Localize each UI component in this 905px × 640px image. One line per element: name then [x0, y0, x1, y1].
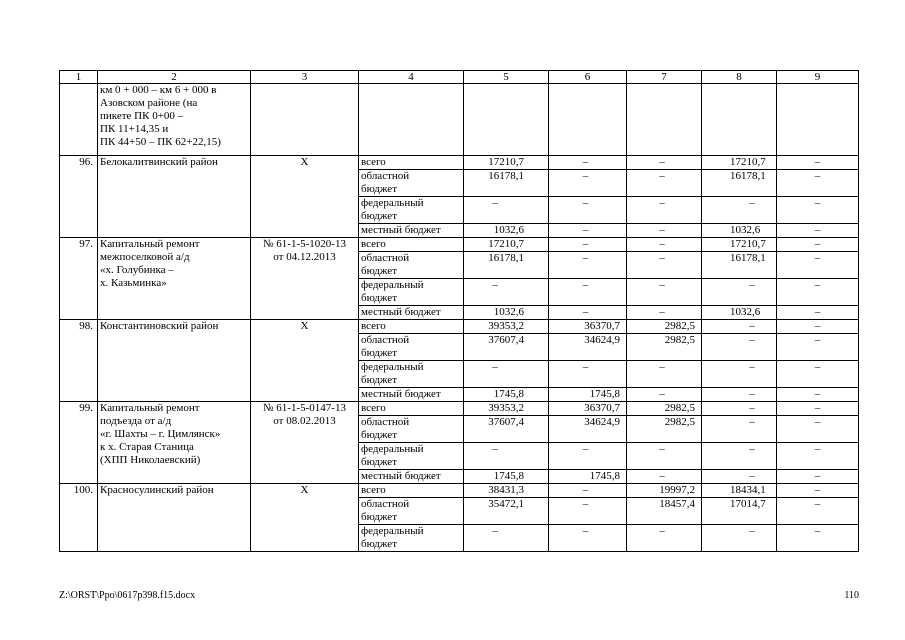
budget-type-cell: всего [359, 156, 464, 170]
value-cell: – [464, 361, 549, 388]
budget-type-cell: областной бюджет [359, 252, 464, 279]
header-cell: 8 [702, 71, 777, 84]
value-cell: 16178,1 [464, 170, 549, 197]
value-cell: – [549, 484, 627, 498]
value-cell: 2982,5 [627, 334, 702, 361]
value-cell: – [627, 443, 702, 470]
value-cell [777, 84, 859, 156]
value-cell: 1032,6 [464, 306, 549, 320]
table-row [60, 156, 859, 170]
header-cell: 4 [359, 71, 464, 84]
document-cell: Х [251, 484, 359, 552]
value-cell: – [777, 279, 859, 306]
object-name-cell: Красносулинский район [98, 484, 251, 552]
header-cell: 1 [60, 71, 98, 84]
value-cell: – [627, 252, 702, 279]
footer-page-number: 110 [844, 590, 859, 601]
value-cell: – [702, 416, 777, 443]
value-cell: – [777, 525, 859, 552]
object-name-cell: Константиновский район [98, 320, 251, 402]
value-cell: 2982,5 [627, 416, 702, 443]
value-cell: 36370,7 [549, 402, 627, 416]
row-number-cell: 96. [60, 156, 98, 238]
value-cell: 39353,2 [464, 402, 549, 416]
value-cell: – [777, 170, 859, 197]
value-cell: – [464, 197, 549, 224]
value-cell: 39353,2 [464, 320, 549, 334]
value-cell: 34624,9 [549, 416, 627, 443]
row-number-cell: 97. [60, 238, 98, 320]
value-cell: – [627, 361, 702, 388]
budget-type-cell: областной бюджет [359, 416, 464, 443]
value-cell: – [702, 320, 777, 334]
value-cell: – [777, 484, 859, 498]
budget-type-cell: местный бюджет [359, 306, 464, 320]
budget-type-cell: федеральный бюджет [359, 443, 464, 470]
table-row [60, 402, 859, 416]
value-cell: – [464, 279, 549, 306]
budget-type-cell: федеральный бюджет [359, 361, 464, 388]
budget-type-cell: местный бюджет [359, 388, 464, 402]
value-cell: 37607,4 [464, 416, 549, 443]
value-cell: – [549, 170, 627, 197]
budget-table [59, 70, 859, 552]
budget-type-cell: всего [359, 402, 464, 416]
value-cell: – [777, 334, 859, 361]
value-cell: 16178,1 [702, 170, 777, 197]
value-cell [627, 84, 702, 156]
value-cell: – [464, 525, 549, 552]
budget-type-cell: местный бюджет [359, 224, 464, 238]
value-cell: – [777, 361, 859, 388]
type-cell [359, 84, 464, 156]
header-cell: 9 [777, 71, 859, 84]
value-cell [549, 84, 627, 156]
header-cell: 6 [549, 71, 627, 84]
value-cell: 2982,5 [627, 320, 702, 334]
value-cell: – [702, 197, 777, 224]
value-cell: 16178,1 [464, 252, 549, 279]
value-cell: 18434,1 [702, 484, 777, 498]
value-cell: – [549, 279, 627, 306]
table-row [60, 484, 859, 498]
value-cell: – [777, 238, 859, 252]
value-cell: 17014,7 [702, 498, 777, 525]
continuation-row [60, 84, 859, 156]
value-cell: – [627, 525, 702, 552]
header-row [60, 71, 859, 84]
budget-type-cell: федеральный бюджет [359, 525, 464, 552]
budget-type-cell: всего [359, 484, 464, 498]
value-cell: 19997,2 [627, 484, 702, 498]
document-cell: № 61-1-5-1020-13 от 04.12.2013 [251, 238, 359, 320]
value-cell: 18457,4 [627, 498, 702, 525]
value-cell: 17210,7 [702, 156, 777, 170]
value-cell: – [627, 279, 702, 306]
value-cell: 35472,1 [464, 498, 549, 525]
value-cell: – [777, 252, 859, 279]
value-cell: – [777, 498, 859, 525]
document-cell: № 61-1-5-0147-13 от 08.02.2013 [251, 402, 359, 484]
budget-type-cell: всего [359, 320, 464, 334]
header-cell: 5 [464, 71, 549, 84]
document-cell: Х [251, 320, 359, 402]
value-cell: – [777, 443, 859, 470]
value-cell: – [627, 388, 702, 402]
budget-type-cell: областной бюджет [359, 498, 464, 525]
value-cell: – [702, 402, 777, 416]
value-cell: – [777, 320, 859, 334]
value-cell: – [549, 443, 627, 470]
value-cell: – [777, 197, 859, 224]
value-cell [702, 84, 777, 156]
value-cell: – [549, 306, 627, 320]
value-cell: – [702, 334, 777, 361]
header-cell: 7 [627, 71, 702, 84]
value-cell: – [549, 498, 627, 525]
value-cell: – [777, 416, 859, 443]
value-cell: – [549, 197, 627, 224]
footer-file-path: Z:\ORST\Ppo\0617p398.f15.docx [59, 590, 196, 601]
value-cell: – [702, 443, 777, 470]
value-cell: 1032,6 [702, 224, 777, 238]
value-cell: – [777, 470, 859, 484]
header-cell: 2 [98, 71, 251, 84]
value-cell: – [549, 224, 627, 238]
value-cell: – [627, 197, 702, 224]
value-cell: – [627, 156, 702, 170]
value-cell: – [627, 470, 702, 484]
value-cell: – [702, 361, 777, 388]
value-cell: – [702, 470, 777, 484]
value-cell: – [627, 238, 702, 252]
value-cell: 1745,8 [464, 470, 549, 484]
num-cell [60, 84, 98, 156]
budget-type-cell: федеральный бюджет [359, 197, 464, 224]
value-cell: – [777, 402, 859, 416]
name-cell: км 0 + 000 – км 6 + 000 в Азовском районе (на пикете ПК 0+00 – ПК 11+14,35 и ПК 44+50 – ПК 62+22,15) [98, 84, 251, 156]
value-cell: – [702, 279, 777, 306]
budget-type-cell: федеральный бюджет [359, 279, 464, 306]
value-cell: 37607,4 [464, 334, 549, 361]
value-cell: 2982,5 [627, 402, 702, 416]
value-cell: – [777, 388, 859, 402]
value-cell: – [702, 388, 777, 402]
table-row [60, 320, 859, 334]
value-cell: 34624,9 [549, 334, 627, 361]
object-name-cell: Капитальный ремонт межпоселковой а/д «х. Голубинка – х. Казьминка» [98, 238, 251, 320]
value-cell: 38431,3 [464, 484, 549, 498]
table-row [60, 238, 859, 252]
value-cell: – [549, 238, 627, 252]
value-cell: 17210,7 [702, 238, 777, 252]
value-cell: 1745,8 [549, 388, 627, 402]
value-cell: 17210,7 [464, 238, 549, 252]
budget-type-cell: всего [359, 238, 464, 252]
value-cell: 16178,1 [702, 252, 777, 279]
value-cell: 17210,7 [464, 156, 549, 170]
value-cell: 1032,6 [702, 306, 777, 320]
value-cell: – [627, 224, 702, 238]
header-cell: 3 [251, 71, 359, 84]
row-number-cell: 99. [60, 402, 98, 484]
value-cell: 36370,7 [549, 320, 627, 334]
value-cell: – [549, 361, 627, 388]
value-cell: 1745,8 [549, 470, 627, 484]
document-cell: Х [251, 156, 359, 238]
row-number-cell: 100. [60, 484, 98, 552]
value-cell: 1032,6 [464, 224, 549, 238]
value-cell: – [549, 156, 627, 170]
value-cell: – [702, 525, 777, 552]
value-cell [464, 84, 549, 156]
row-number-cell: 98. [60, 320, 98, 402]
value-cell: – [549, 252, 627, 279]
value-cell: – [777, 156, 859, 170]
doc-cell [251, 84, 359, 156]
budget-type-cell: областной бюджет [359, 170, 464, 197]
object-name-cell: Белокалитвинский район [98, 156, 251, 238]
value-cell: – [627, 306, 702, 320]
value-cell: – [777, 306, 859, 320]
value-cell: 1745,8 [464, 388, 549, 402]
object-name-cell: Капитальный ремонт подъезда от а/д «г. Шахты – г. Цимлянск» к х. Старая Станица (ХПП Николаевский) [98, 402, 251, 484]
value-cell: – [777, 224, 859, 238]
value-cell: – [549, 525, 627, 552]
value-cell: – [464, 443, 549, 470]
budget-type-cell: местный бюджет [359, 470, 464, 484]
value-cell: – [627, 170, 702, 197]
budget-type-cell: областной бюджет [359, 334, 464, 361]
table-body [60, 71, 859, 552]
